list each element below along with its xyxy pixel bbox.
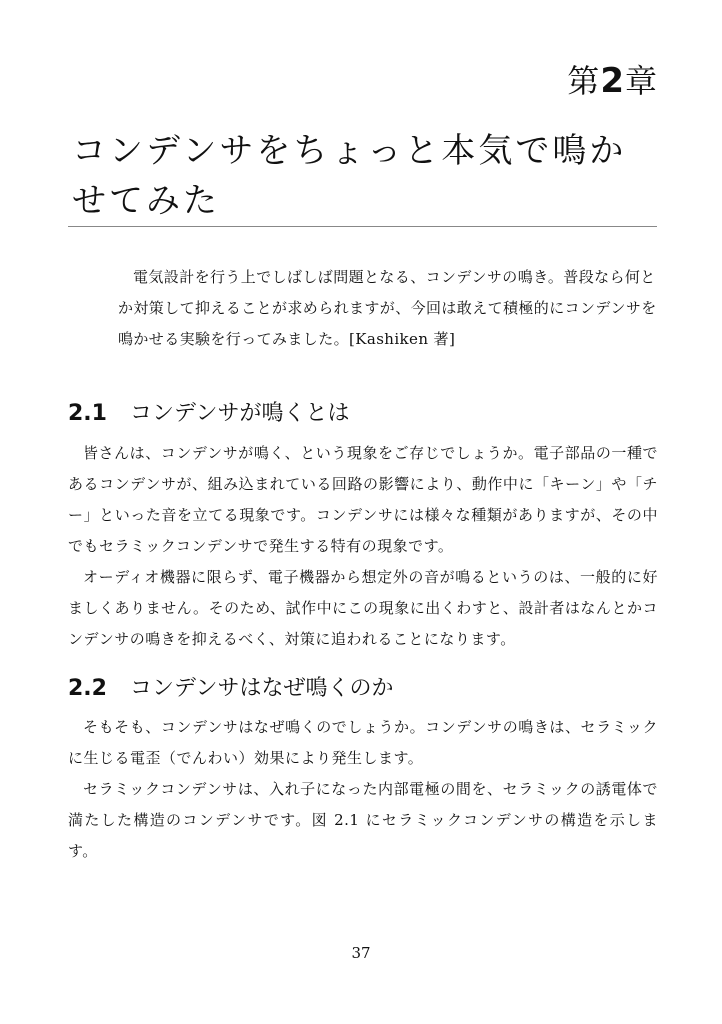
section-body-2-1 bbox=[68, 438, 658, 655]
chapter-abstract: 電気設計を行う上でしばしば問題となる、コンデンサの鳴き。普段なら何とか対策して抑えることが求められますが、今回は敢えて積極的にコンデンサを鳴かせる実験を行ってみました。[Kashiken 著] bbox=[118, 268, 657, 348]
chapter-prefix: 第 bbox=[567, 62, 601, 100]
section-title: コンデンサはなぜ鳴くのか bbox=[130, 676, 394, 701]
page-number: 37 bbox=[351, 944, 371, 962]
chapter-number: 2 bbox=[600, 61, 625, 101]
paragraph: 皆さんは、コンデンサが鳴く、という現象をご存じでしょうか。電子部品の一種であるコンデンサが、組み込まれている回路の影響により、動作中に「キーン」や「チー」といった音を立てる現象です。コンデンサには様々な種類がありますが、その中でもセラミックコンデンサで発生する特有の現象です。 bbox=[68, 444, 658, 555]
section-heading-2-1 bbox=[68, 396, 350, 427]
section-body-2-2 bbox=[68, 712, 658, 867]
chapter-label bbox=[567, 56, 658, 102]
section-heading-2-2 bbox=[68, 671, 394, 702]
paragraph: オーディオ機器に限らず、電子機器から想定外の音が鳴るというのは、一般的に好ましくありません。そのため、試作中にこの現象に出くわすと、設計者はなんとかコンデンサの鳴きを抑えるべく、対策に追われることになります。 bbox=[68, 568, 658, 648]
section-title: コンデンサが鳴くとは bbox=[130, 401, 350, 426]
chapter-suffix: 章 bbox=[624, 62, 658, 100]
paragraph: そもそも、コンデンサはなぜ鳴くのでしょうか。コンデンサの鳴きは、セラミックに生じる電歪（でんわい）効果により発生します。 bbox=[68, 718, 658, 767]
section-number: 2.2 bbox=[68, 676, 107, 701]
chapter-title: コンデンサをちょっと本気で鳴かせてみた bbox=[72, 131, 627, 221]
paragraph: セラミックコンデンサは、入れ子になった内部電極の間を、セラミックの誘電体で満たした構造のコンデンサです。図 2.1 にセラミックコンデンサの構造を示します。 bbox=[68, 780, 658, 860]
section-number: 2.1 bbox=[68, 401, 107, 426]
title-divider bbox=[68, 226, 657, 227]
